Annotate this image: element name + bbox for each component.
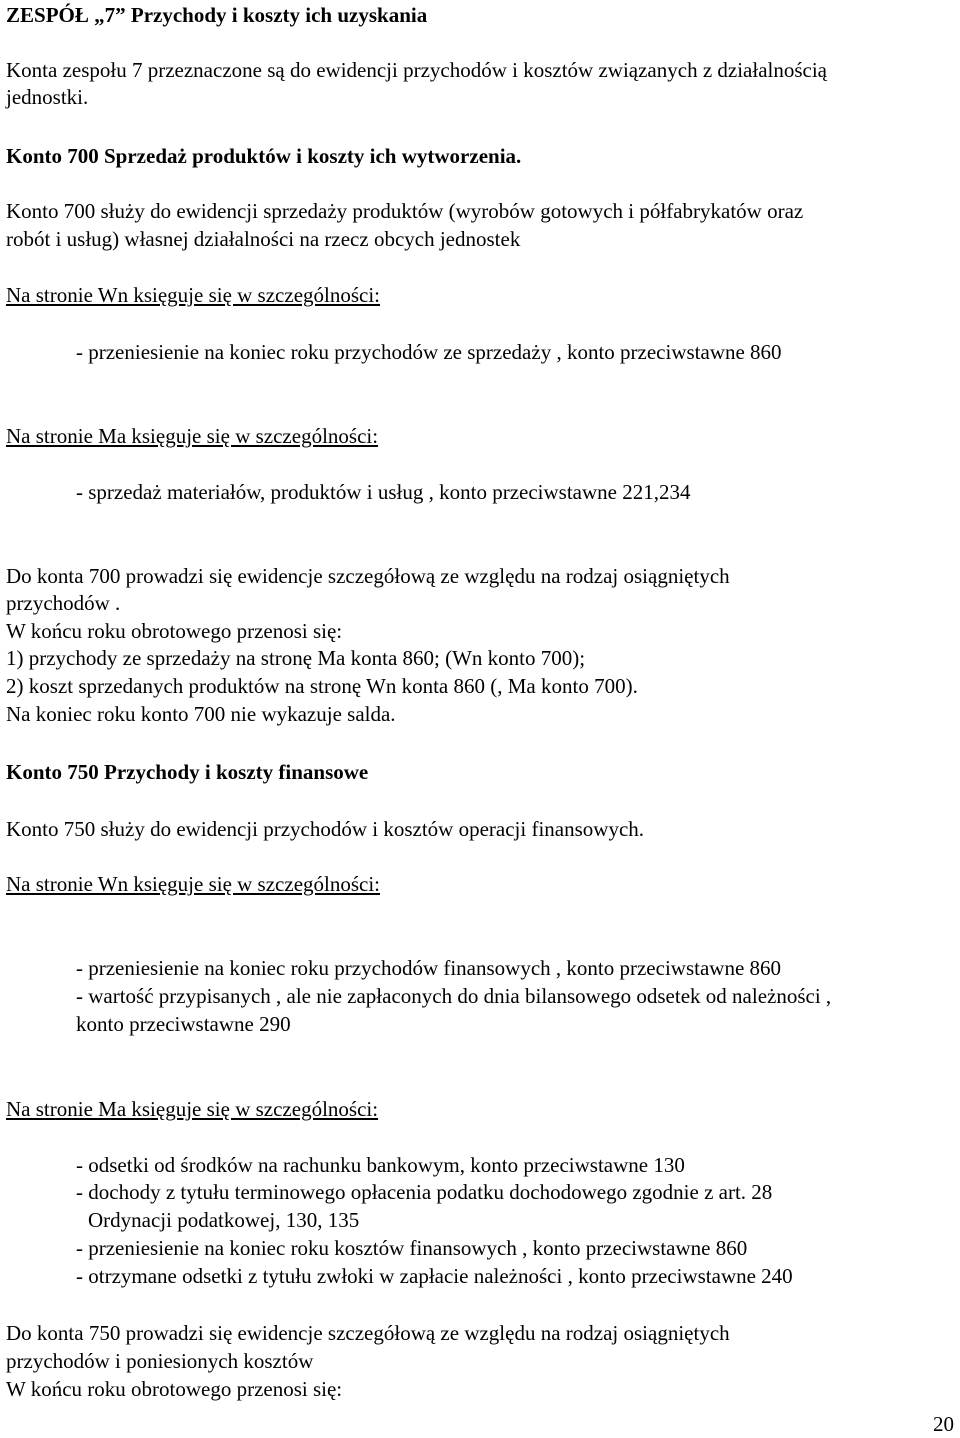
- konto-750-ma-item-4: - otrzymane odsetki z tytułu zwłoki w zapłacie należności , konto przeciwstawne 240: [76, 1264, 793, 1288]
- konto-750-wn-item-2: - wartość przypisanych , ale nie zapłaconych do dnia bilansowego odsetek od należności ,: [76, 984, 832, 1008]
- konto-750-ma-heading: Na stronie Ma księguje się w szczególności:: [6, 1097, 379, 1121]
- page-number: 20: [933, 1412, 954, 1436]
- konto-750-wn-item-1: - przeniesienie na koniec roku przychodów finansowych , konto przeciwstawne 860: [76, 956, 782, 980]
- konto-750-ma-item-3: - przeniesienie na koniec roku kosztów finansowych , konto przeciwstawne 860: [76, 1236, 748, 1260]
- konto-700-note-3: W końcu roku obrotowego przenosi się:: [6, 619, 343, 643]
- konto-700-ma-item: - sprzedaż materiałów, produktów i usług , konto przeciwstawne 221,234: [76, 480, 691, 504]
- konto-750-wn-heading: Na stronie Wn księguje się w szczególności:: [6, 872, 381, 896]
- konto-700-ma-heading: Na stronie Ma księguje się w szczególności:: [6, 424, 379, 448]
- konto-700-desc-line-1: Konto 700 służy do ewidencji sprzedaży produktów (wyrobów gotowych i półfabrykatów oraz: [6, 199, 804, 223]
- konto-750-note-3: W końcu roku obrotowego przenosi się:: [6, 1377, 343, 1401]
- konto-700-note-6: Na koniec roku konto 700 nie wykazuje salda.: [6, 702, 396, 726]
- konto-700-note-5: 2) koszt sprzedanych produktów na stronę Wn konta 860 (, Ma konto 700).: [6, 674, 638, 698]
- konto-700-note-1: Do konta 700 prowadzi się ewidencje szczegółową ze względu na rodzaj osiągniętych: [6, 564, 730, 588]
- konto-750-ma-item-2-cont: Ordynacji podatkowej, 130, 135: [88, 1208, 360, 1232]
- konto-700-desc-line-2: robót i usług) własnej działalności na rzecz obcych jednostek: [6, 227, 521, 251]
- intro-line-2: jednostki.: [6, 85, 89, 109]
- intro-line-1: Konta zespołu 7 przeznaczone są do ewidencji przychodów i kosztów związanych z działalnością: [6, 58, 827, 82]
- konto-750-note-1: Do konta 750 prowadzi się ewidencje szczegółową ze względu na rodzaj osiągniętych: [6, 1321, 730, 1345]
- konto-750-ma-item-1: - odsetki od środków na rachunku bankowym, konto przeciwstawne 130: [76, 1153, 685, 1177]
- konto-700-wn-heading: Na stronie Wn księguje się w szczególności:: [6, 283, 381, 307]
- konto-750-desc: Konto 750 służy do ewidencji przychodów i kosztów operacji finansowych.: [6, 817, 645, 841]
- section-heading: ZESPÓŁ „7” Przychody i koszty ich uzyskania: [6, 3, 428, 27]
- konto-750-ma-item-2: - dochody z tytułu terminowego opłacenia podatku dochodowego zgodnie z art. 28: [76, 1180, 773, 1204]
- konto-700-note-4: 1) przychody ze sprzedaży na stronę Ma konta 860; (Wn konto 700);: [6, 646, 586, 670]
- konto-750-title: Konto 750 Przychody i koszty finansowe: [6, 760, 369, 784]
- konto-700-title: Konto 700 Sprzedaż produktów i koszty ich wytworzenia.: [6, 144, 522, 168]
- konto-700-wn-item: - przeniesienie na koniec roku przychodów ze sprzedaży , konto przeciwstawne 860: [76, 340, 782, 364]
- konto-700-note-2: przychodów .: [6, 591, 121, 615]
- konto-750-wn-item-3: konto przeciwstawne 290: [76, 1012, 291, 1036]
- konto-750-note-2: przychodów i poniesionych kosztów: [6, 1349, 314, 1373]
